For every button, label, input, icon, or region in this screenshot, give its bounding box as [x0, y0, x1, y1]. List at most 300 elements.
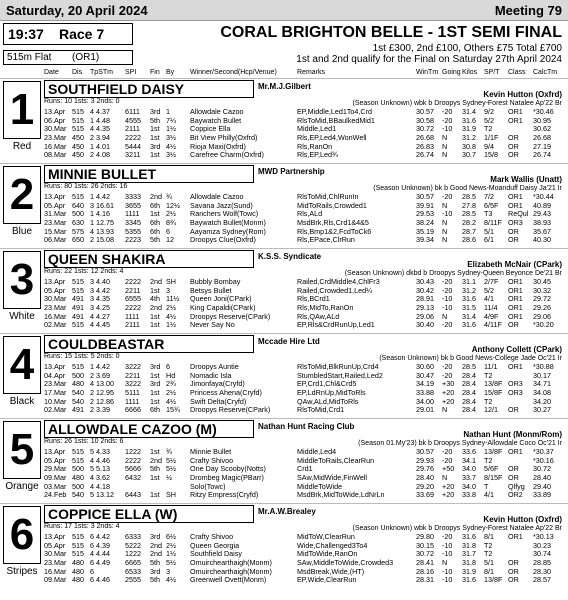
form-row: [44, 321, 566, 330]
form-positions: 1111: [125, 209, 140, 219]
form-finish: 6th: [150, 218, 160, 228]
form-lines: [44, 278, 566, 330]
form-finish: 3rd: [150, 107, 161, 116]
runner-card: [0, 79, 568, 175]
form-going: -20: [442, 115, 453, 125]
form-distance: 515: [72, 549, 84, 559]
form-going: N: [442, 218, 448, 228]
trap-number: 1: [3, 81, 41, 139]
trap-colour: Black: [9, 396, 35, 407]
form-win-time: 34.00: [416, 396, 434, 406]
form-sp: 6/5F: [484, 200, 499, 210]
meeting-date: Saturday, 20 April 2024: [6, 3, 148, 18]
form-calc-time: 30.17: [533, 370, 551, 380]
form-win-time: 34.19: [416, 379, 434, 389]
form-class: OR1: [508, 200, 523, 210]
form-win-time: 29.13: [416, 303, 434, 313]
form-class: OR1: [508, 311, 523, 321]
form-sp: 8/1: [484, 566, 494, 576]
form-beaten-by: SH: [166, 277, 176, 286]
form-finish: 2nd: [150, 540, 162, 550]
form-distance: 500: [72, 464, 84, 474]
race-number: Race 7: [59, 26, 105, 42]
form-date: 08.Mar: [44, 150, 67, 160]
owner-name: Mccade Hire Ltd: [258, 337, 320, 346]
form-remarks: RlsToMid,Crd1: [297, 405, 345, 415]
form-sp: T2: [484, 124, 493, 134]
form-beaten-by: 4½: [166, 141, 176, 151]
form-date: 05.Apr: [44, 200, 66, 210]
form-remarks: MsdBrk,Rls,Crd1&4&5: [297, 218, 369, 228]
runner-stats: Runs: 10 1sts: 3 2nds: 0: [44, 98, 120, 105]
form-calc-time: 34.20: [533, 396, 551, 406]
form-distance: 480: [72, 566, 84, 576]
form-class: OR1: [508, 192, 523, 201]
form-kilos: 31.9: [462, 566, 476, 576]
form-trap-sectional: 3 4.40: [90, 277, 110, 286]
form-sp: 7/2: [484, 192, 494, 201]
form-class: OR: [508, 150, 519, 160]
meeting-header-bar: [0, 0, 568, 21]
runner-divider: [0, 78, 568, 79]
form-positions: 2222: [125, 455, 141, 465]
trap-number: 6: [3, 506, 41, 564]
form-winner-second: Droopys Auntie: [190, 362, 239, 371]
form-remarks: RlsToMid,BlkRunUp,Crd4: [297, 362, 379, 371]
form-positions: 1222: [125, 549, 141, 559]
breeding-info: (Season Unknown) bk b Good News-College Jade Oc'21 Ir: [379, 355, 562, 362]
column-header-form-class: Class: [508, 69, 526, 76]
form-distance: 491: [72, 405, 84, 415]
form-winner-second: Aayamza Sydney(Rom): [190, 226, 266, 236]
form-positions: 3222: [125, 362, 141, 371]
form-win-time: 33.88: [416, 388, 434, 398]
form-positions: 1111: [125, 311, 140, 321]
form-calc-time: *30.16: [533, 455, 554, 465]
form-remarks: Crd1: [297, 464, 313, 474]
form-winner-second: Droopys Reserve(CPark): [190, 405, 271, 415]
form-trap-sectional: 1 4.42: [90, 362, 110, 371]
form-distance: 491: [72, 303, 84, 313]
form-distance: 515: [72, 447, 84, 456]
form-kilos: 28.4: [462, 405, 476, 415]
form-distance: 480: [72, 558, 84, 568]
form-positions: 1222: [125, 447, 141, 456]
form-class: OR: [508, 405, 519, 415]
trap-colour: Orange: [5, 481, 39, 492]
form-finish: 1st: [150, 124, 160, 134]
form-class: OR1: [508, 294, 523, 304]
form-calc-time: 29.40: [533, 481, 551, 491]
form-remarks: MiddleToRails,ClearRun: [297, 455, 375, 465]
form-win-time: 33.69: [416, 490, 434, 500]
form-kilos: 31.5: [462, 303, 476, 313]
form-distance: 480: [72, 473, 84, 483]
form-finish: 1st: [150, 133, 160, 143]
form-trap-sectional: 4 4.45: [90, 320, 110, 330]
runner-stats: Runs: 22 1sts: 12 2nds: 4: [44, 268, 124, 275]
form-date: 03.Mar: [44, 481, 67, 491]
form-finish: 1st: [150, 150, 160, 160]
form-positions: 6333: [125, 532, 141, 541]
greyhound-name: QUEEN SHAKIRA: [44, 250, 254, 268]
breeding-info: (Season Unknown) bk b Good News-Moanduff Daisy Ja'21 Ir: [373, 185, 562, 192]
form-beaten-by: 1½: [166, 549, 176, 559]
form-trap-sectional: 2 3.69: [90, 370, 110, 380]
form-class: OR3: [508, 388, 523, 398]
form-positions: 2111: [125, 320, 140, 330]
form-remarks: EP,Middle,Led1To4,Crd: [297, 107, 372, 116]
form-sp: 1/1F: [484, 133, 499, 143]
form-calc-time: 28.40: [533, 473, 551, 483]
runner-stats: Runs: 15 1sts: 5 2nds: 0: [44, 353, 120, 360]
form-date: 09.Mar: [44, 575, 67, 585]
form-date: 09.Mar: [44, 473, 67, 483]
form-beaten-by: 3: [166, 285, 170, 295]
form-finish: 5th: [150, 464, 160, 474]
trap-number: 5: [3, 421, 41, 479]
form-class: OR: [508, 473, 519, 483]
runner-card: [0, 164, 568, 260]
form-finish: 1st: [150, 311, 160, 321]
form-beaten-by: 2½: [166, 303, 176, 313]
form-kilos: 33.6: [462, 447, 476, 456]
form-class: OR: [508, 235, 519, 245]
form-going: +20: [442, 490, 455, 500]
form-finish: 1st: [150, 370, 160, 380]
form-trap-sectional: 4 4.18: [90, 481, 110, 491]
form-finish: 2nd: [150, 192, 162, 201]
form-winner-second: Carefree Charm(Oxfrd): [190, 150, 264, 160]
form-positions: 5355: [125, 226, 141, 236]
form-beaten-by: 3: [166, 566, 170, 576]
form-sp: T2: [484, 549, 493, 559]
form-going: +20: [442, 481, 455, 491]
form-going: +20: [442, 396, 455, 406]
form-calc-time: 34.71: [533, 379, 551, 389]
form-winner-second: Princess Ahena(Cryfd): [190, 388, 262, 398]
trainer-name: Mark Wallis (Unatt): [490, 175, 562, 184]
form-calc-time: 30.72: [533, 464, 551, 474]
form-going: -10: [442, 124, 453, 134]
form-distance: 515: [72, 540, 84, 550]
form-finish: 3rd: [150, 379, 161, 389]
race-title: CORAL BRIGHTON BELLE - 1ST SEMI FINAL: [220, 24, 562, 41]
form-winner-second: King Capaldi(CPark): [190, 303, 256, 313]
form-positions: 6555: [125, 294, 141, 304]
form-positions: 6443: [125, 490, 141, 500]
form-trap-sectional: 3 16.61: [90, 200, 114, 210]
trap-colour: Stripes: [6, 566, 38, 577]
form-positions: 2555: [125, 575, 141, 585]
form-finish: 5th: [150, 575, 160, 585]
form-win-time: 26.83: [416, 141, 434, 151]
form-trap-sectional: 6 4.46: [90, 575, 110, 585]
form-positions: 5111: [125, 388, 140, 398]
runner-card: [0, 419, 568, 515]
form-calc-time: 26.74: [533, 150, 551, 160]
form-beaten-by: 6: [166, 226, 170, 236]
form-date: 05.Apr: [44, 285, 66, 295]
form-calc-time: 33.89: [533, 490, 551, 500]
form-row: [44, 406, 566, 415]
form-kilos: 28.5: [462, 209, 476, 219]
runner-card: [0, 249, 568, 345]
form-kilos: 34.0: [462, 481, 476, 491]
form-sp: 4/11F: [484, 320, 502, 330]
column-header-form-sp: SP/T: [484, 69, 500, 76]
form-sp: 13/8F: [484, 379, 503, 389]
column-header-form-distance: Dis: [72, 69, 83, 76]
race-time-box: [3, 23, 133, 45]
form-remarks: MiddleToWide: [297, 481, 343, 491]
form-positions: 2223: [125, 235, 141, 245]
form-trap-sectional: 2 4.08: [90, 150, 110, 160]
form-finish: 5th: [150, 558, 160, 568]
form-sp: 12/1: [484, 405, 498, 415]
form-distance: 450: [72, 150, 84, 160]
trap-number: 4: [3, 336, 41, 394]
form-kilos: 28.4: [462, 396, 476, 406]
form-trap-sectional: 5 13.12: [90, 490, 114, 500]
form-trap-sectional: 3 4.25: [90, 303, 110, 313]
trainer-name: Elizabeth McNair (CPark): [467, 260, 562, 269]
form-sp: T2: [484, 540, 493, 550]
breeding-info: (Season Unknown) dkbd b Droopys Sydney-Queen Beyonce De'21 Br: [344, 270, 562, 277]
form-win-time: 29.06: [416, 311, 434, 321]
form-trap-sectional: 6 4.39: [90, 540, 110, 550]
form-remarks: MidToW,ClearRun: [297, 532, 355, 541]
form-distance: 515: [72, 320, 84, 330]
form-distance: 500: [72, 370, 84, 380]
form-kilos: 28.4: [462, 370, 476, 380]
form-date: 31.Mar: [44, 209, 67, 219]
form-calc-time: 29.06: [533, 311, 551, 321]
form-beaten-by: 12: [166, 235, 174, 245]
form-winner-second: One Day Scooby(Notts): [190, 464, 266, 474]
form-class: OR1: [508, 285, 523, 295]
form-remarks: EP,Wide,ClearRun: [297, 575, 357, 585]
form-date: 04.Apr: [44, 370, 66, 380]
form-winner-second: Minnie Bullet: [190, 447, 232, 456]
form-kilos: 34.1: [462, 455, 476, 465]
form-class: OR3: [508, 379, 523, 389]
form-date: 23.Mar: [44, 303, 67, 313]
form-remarks: Middle,Led1: [297, 124, 337, 134]
form-sp: T3: [484, 209, 493, 219]
form-sp: 2/7F: [484, 277, 499, 286]
form-going: -20: [442, 320, 453, 330]
runner-divider: [0, 503, 568, 504]
runner-card: [0, 504, 568, 600]
form-date: 13.Apr: [44, 192, 66, 201]
form-going: -10: [442, 549, 453, 559]
form-winner-second: Swift Delta(Cryfd): [190, 396, 247, 406]
form-calc-time: *30.88: [533, 362, 554, 371]
column-header-form-going: Going: [442, 69, 461, 76]
column-header-form-date: Date: [44, 69, 59, 76]
form-trap-sectional: 3 4.42: [90, 285, 110, 295]
form-kilos: 33.8: [462, 490, 476, 500]
form-distance: 500: [72, 481, 84, 491]
form-positions: 5444: [125, 141, 141, 151]
column-header-form-trap-sectional: TpSTm: [90, 69, 113, 76]
form-finish: 1st: [150, 396, 160, 406]
form-finish: 1st: [150, 320, 160, 330]
form-win-time: 30.15: [416, 540, 434, 550]
form-winner-second: Ranchers Wolf(Towc): [190, 209, 259, 219]
form-sp: T2: [484, 455, 493, 465]
form-row: [44, 491, 566, 500]
form-positions: 3655: [125, 200, 141, 210]
form-remarks: Middle,Led4: [297, 447, 337, 456]
trap-colour: Blue: [11, 226, 32, 237]
form-kilos: 31.4: [462, 107, 476, 116]
form-winner-second: Never Say No: [190, 320, 235, 330]
form-beaten-by: SH: [166, 490, 176, 500]
form-remarks: RlsToMid,ChlRunIn: [297, 192, 359, 201]
form-distance: 515: [72, 455, 84, 465]
form-kilos: 30.7: [462, 150, 476, 160]
form-beaten-by: 1½: [166, 124, 176, 134]
form-winner-second: Queen Joni(CPark): [190, 294, 252, 304]
form-calc-time: 28.30: [533, 566, 551, 576]
form-kilos: 33.7: [462, 473, 476, 483]
form-win-time: 30.57: [416, 192, 434, 201]
form-lines: [44, 533, 566, 585]
race-qualify-note: 1st and 2nd qualify for the Final on Saturday 27th April 2024: [296, 54, 562, 65]
form-calc-time: 30.74: [533, 549, 551, 559]
form-calc-time: 30.32: [533, 285, 551, 295]
form-win-time: 28.16: [416, 566, 434, 576]
form-finish: 6th: [150, 405, 160, 415]
form-calc-time: 27.19: [533, 141, 551, 151]
form-beaten-by: 3½: [166, 150, 176, 160]
form-distance: 640: [72, 200, 84, 210]
form-beaten-by: 2½: [166, 540, 176, 550]
form-lines: [44, 193, 566, 245]
form-trap-sectional: 6 4.49: [90, 558, 110, 568]
form-class: OR: [508, 133, 519, 143]
form-positions: 6665: [125, 558, 141, 568]
trap-colour: Red: [12, 141, 32, 152]
form-going: -20: [442, 107, 453, 116]
form-distance: 450: [72, 141, 84, 151]
form-date: 13.Apr: [44, 277, 66, 286]
form-date: 30.Mar: [44, 124, 67, 134]
form-beaten-by: 1: [166, 107, 170, 116]
form-win-time: 28.40: [416, 473, 434, 483]
form-finish: 3rd: [150, 141, 161, 151]
form-kilos: 31.2: [462, 285, 476, 295]
form-going: -20: [442, 277, 453, 286]
form-class: OR: [508, 320, 519, 330]
form-distance: 515: [72, 285, 84, 295]
form-beaten-by: 12½: [166, 200, 180, 210]
form-winner-second: Nomadic Isla: [190, 370, 232, 380]
form-beaten-by: 2½: [166, 209, 176, 219]
form-calc-time: 29.72: [533, 294, 551, 304]
form-sp: 11/1: [484, 362, 498, 371]
form-win-time: 30.43: [416, 277, 434, 286]
form-winner-second: Baywatch Bullet: [190, 115, 242, 125]
form-sp: 13/8F: [484, 447, 503, 456]
form-class: OR1: [508, 115, 523, 125]
form-finish: 1st: [150, 447, 160, 456]
form-going: -20: [442, 532, 453, 541]
form-going: -10: [442, 209, 453, 219]
trap-number: 2: [3, 166, 41, 224]
form-date: 17.Mar: [44, 388, 67, 398]
trainer-name: Kevin Hutton (Oxfrd): [483, 515, 562, 524]
form-going: N: [442, 311, 448, 321]
greyhound-name: ALLOWDALE CAZOO (M): [44, 420, 254, 438]
column-header-form-positions: SPI: [125, 69, 137, 76]
form-remarks: EP,Rls&CrdRunUp,Led1: [297, 320, 375, 330]
trap-colour: White: [9, 311, 35, 322]
greyhound-name: SOUTHFIELD DAISY: [44, 80, 254, 98]
form-sp: T2: [484, 396, 493, 406]
form-going: +20: [442, 388, 455, 398]
owner-name: Mr.M.J.Gilbert: [258, 82, 311, 91]
form-going: -20: [442, 362, 453, 371]
form-sp: 5/6F: [484, 464, 499, 474]
form-positions: 6533: [125, 566, 141, 576]
form-calc-time: 34.08: [533, 388, 551, 398]
form-trap-sectional: 1 4.42: [90, 192, 110, 201]
form-win-time: 30.60: [416, 362, 434, 371]
race-grade: (OR1): [72, 52, 100, 63]
form-remarks: EP,LdRnUp,MidToRls: [297, 388, 366, 398]
form-sp: 13/8F: [484, 575, 503, 585]
form-calc-time: 35.67: [533, 226, 551, 236]
form-sp: 9/2: [484, 107, 494, 116]
form-remarks: Rls,RanOn: [297, 141, 333, 151]
column-header-form-remarks: Remarks: [297, 69, 326, 76]
form-remarks: Rls,Bmp1&2,FcdToCk6: [297, 226, 372, 236]
form-remarks: Rls,EP,Led4,WonWell: [297, 133, 367, 143]
form-kilos: 34.0: [462, 464, 476, 474]
form-distance: 500: [72, 209, 84, 219]
form-trap-sectional: 2 15.08: [90, 235, 114, 245]
form-kilos: 31.6: [462, 575, 476, 585]
form-calc-time: 30.45: [533, 277, 551, 286]
runner-stats: Runs: 17 1sts: 3 2nds: 4: [44, 523, 120, 530]
form-calc-time: 28.57: [533, 575, 551, 585]
form-win-time: 29.01: [416, 405, 434, 415]
form-winner-second: Betsys Bullet: [190, 285, 232, 295]
column-header-form-kilos: Kilos: [462, 69, 478, 76]
form-kilos: 28.6: [462, 235, 476, 245]
form-distance: 515: [72, 115, 84, 125]
form-positions: 3345: [125, 218, 141, 228]
form-date: 13.Apr: [44, 447, 66, 456]
race-distance-box: [3, 50, 133, 65]
form-distance: 515: [72, 277, 84, 286]
form-winner-second: Crafty Shivoo: [190, 532, 234, 541]
form-trap-sectional: 1 4.01: [90, 141, 110, 151]
runner-divider: [0, 333, 568, 334]
form-date: 13.Apr: [44, 107, 66, 116]
form-date: 16.Mar: [44, 566, 67, 576]
runner-divider: [0, 163, 568, 164]
form-positions: 2111: [125, 124, 140, 134]
form-finish: 6th: [150, 226, 160, 236]
form-beaten-by: 5½: [166, 558, 176, 568]
greyhound-name: MINNIE BULLET: [44, 165, 254, 183]
form-beaten-by: 8¾: [166, 218, 176, 228]
form-remarks: MsdBrk,MidToWide,LdNrLn: [297, 490, 385, 500]
